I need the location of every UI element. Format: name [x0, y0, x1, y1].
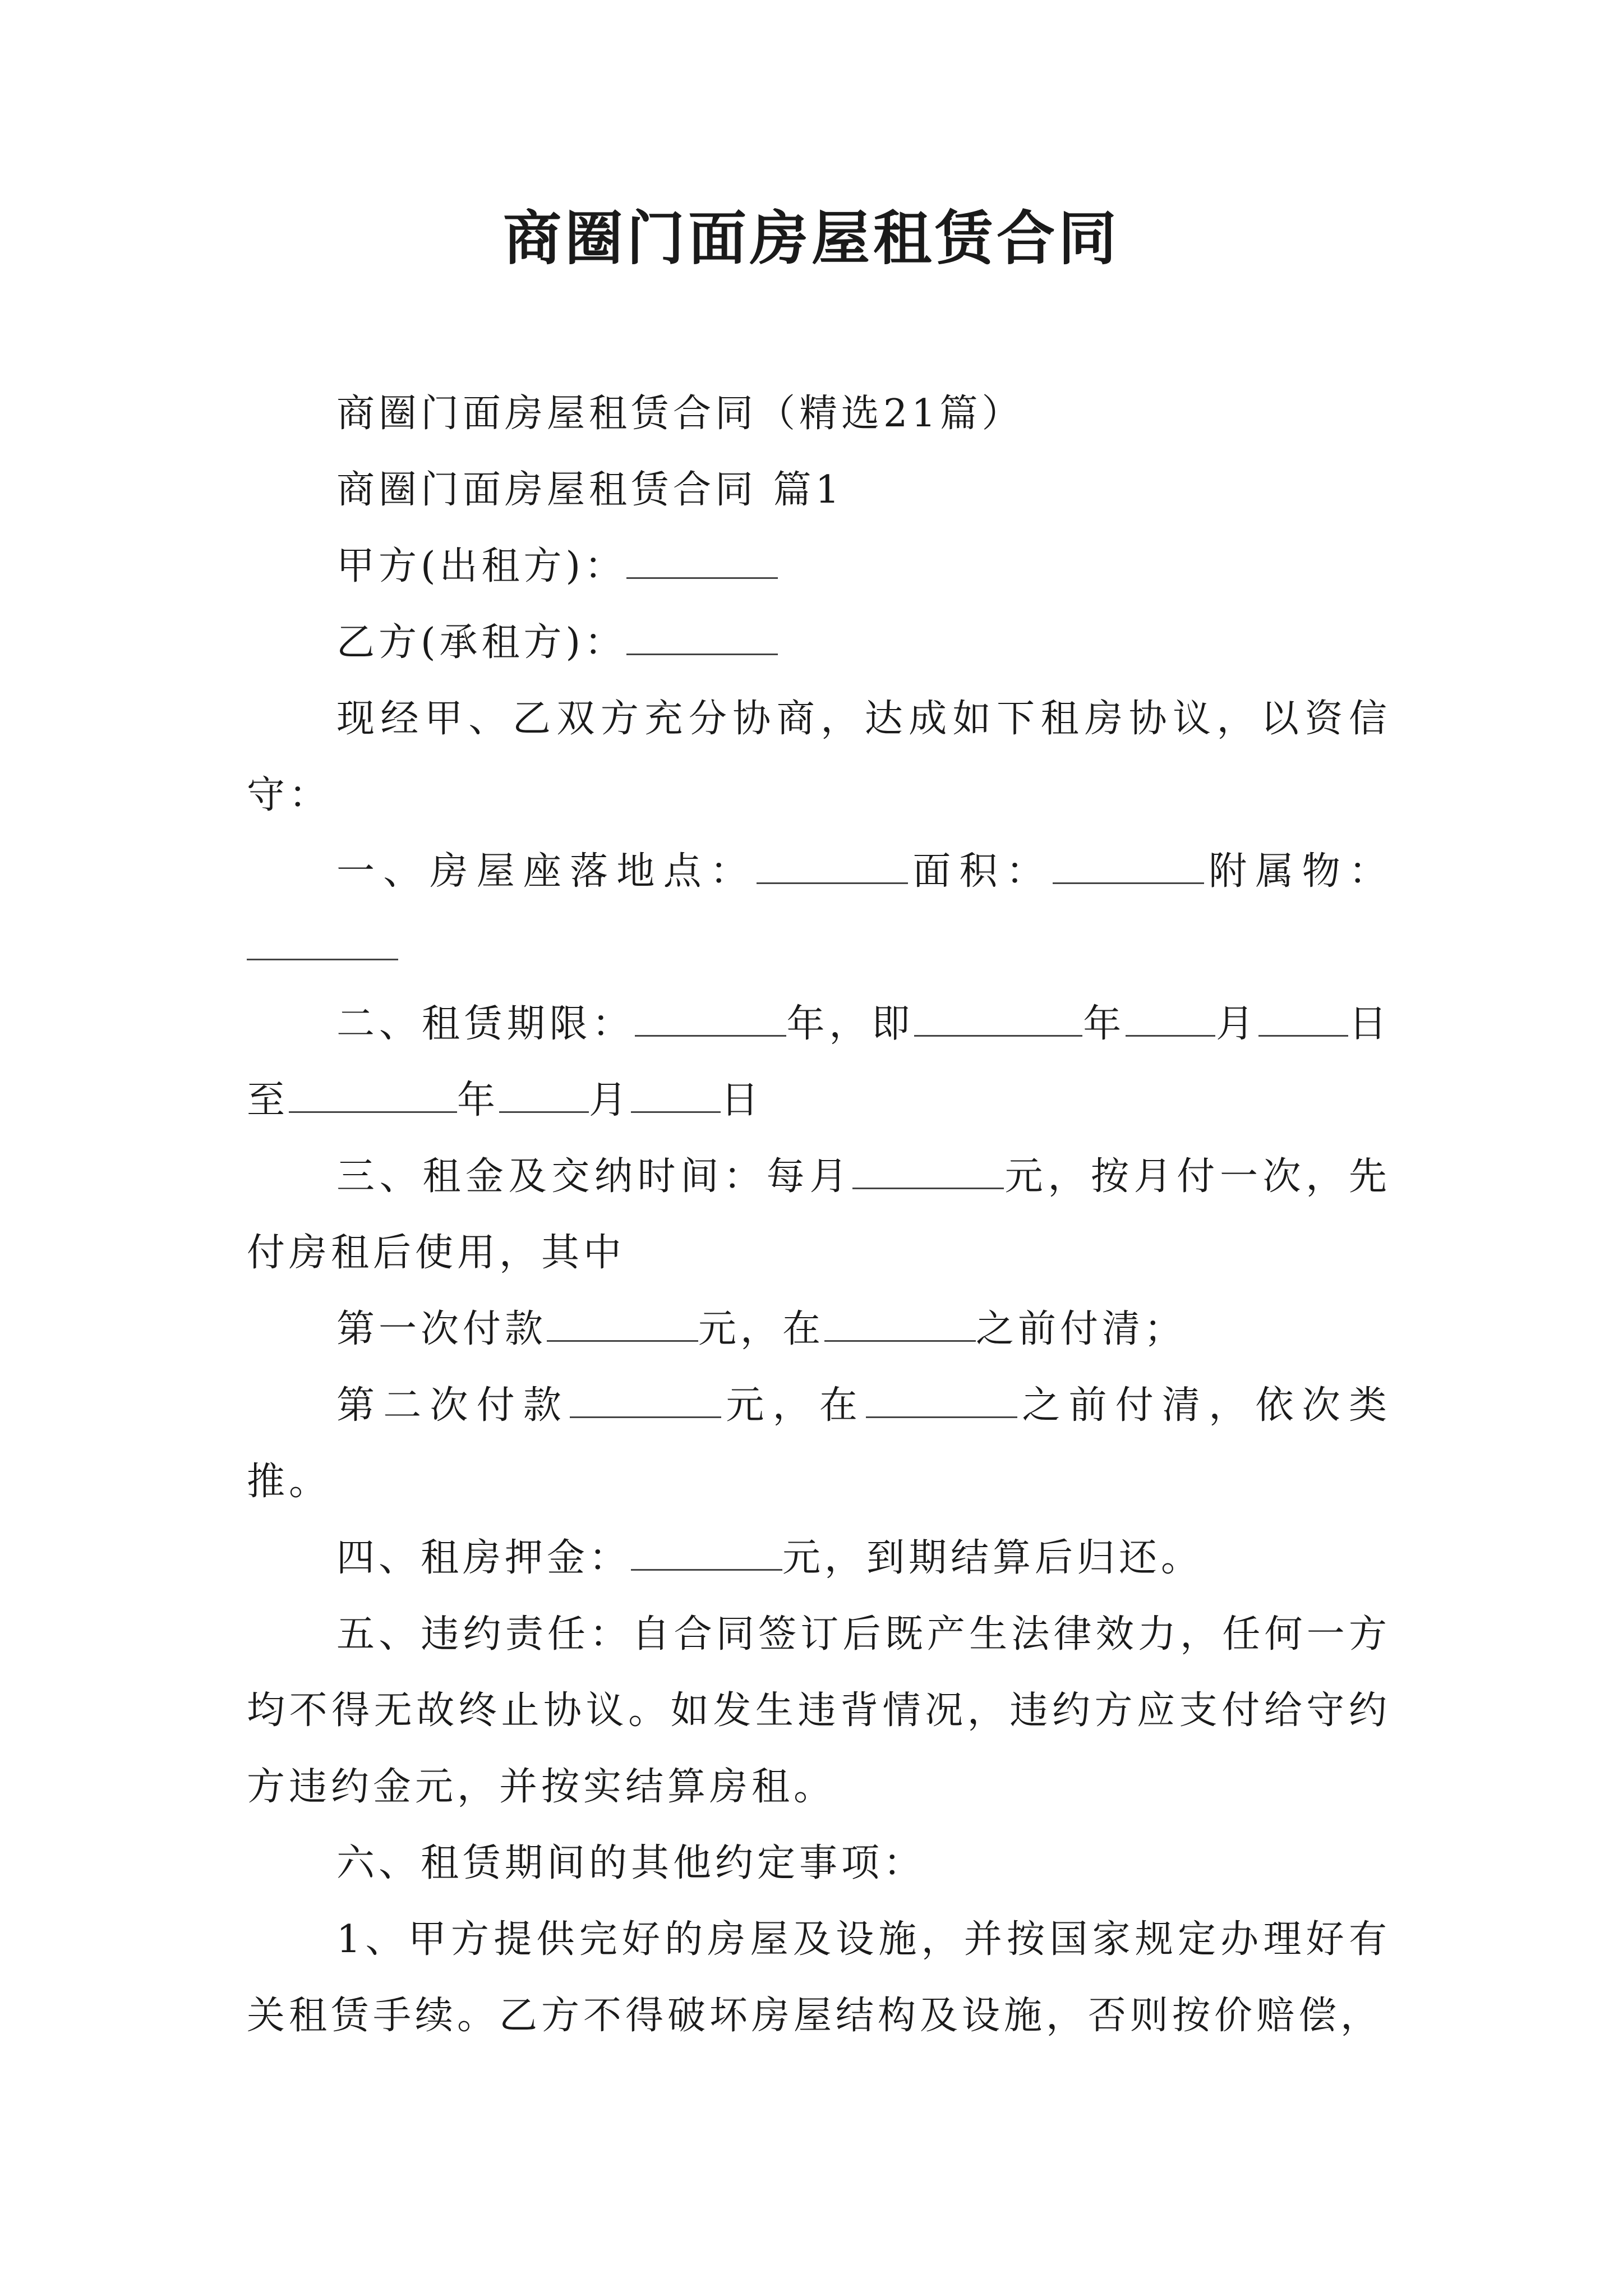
clause-2-text-c: 月 — [1215, 1002, 1259, 1046]
party-b-label: 乙方(承租方)： — [336, 620, 627, 665]
attachments-label: 附属物： — [1204, 849, 1391, 894]
end-day-blank — [631, 1078, 721, 1113]
payment-2-suffix: 之前付清，依次类推。 — [247, 1383, 1391, 1504]
deposit-blank — [631, 1535, 782, 1571]
payment-1-middle: 元，在 — [698, 1307, 825, 1351]
clause-4-rest: 元，到期结算后归还。 — [782, 1536, 1204, 1580]
payment-1-prefix: 第一次付款 — [336, 1307, 547, 1351]
party-b-blank — [626, 620, 778, 655]
clause-2 — [247, 986, 1391, 1139]
start-year-blank — [914, 1001, 1082, 1037]
payment-1-date-blank — [824, 1306, 976, 1342]
start-day-blank — [1258, 1001, 1348, 1037]
clause-4 — [247, 1520, 1391, 1596]
section-heading: 商圈门面房屋租赁合同 篇1 — [336, 468, 843, 512]
clause-4-label: 四、租房押金： — [336, 1536, 631, 1580]
clause-3 — [247, 1139, 1391, 1291]
location-blank — [757, 849, 908, 884]
clause-2-text-f: 月 — [589, 1078, 631, 1122]
clause-2-text-g: 日 — [721, 1078, 763, 1122]
clause-1-label: 一、房屋座落地点： — [336, 849, 757, 894]
intro-paragraph: 现经甲、乙双方充分协商，达成如下租房协议，以资信守： — [247, 697, 1391, 817]
payment-2 — [247, 1368, 1391, 1520]
start-month-blank — [1126, 1001, 1215, 1037]
party-a-line — [247, 528, 1391, 605]
clause-5: 五、违约责任：自合同签订后既产生法律效力，任何一方均不得无故终止协议。如发生违背情况，违约方应支付给守约方违约金元，并按实结算房租。 — [247, 1612, 1391, 1809]
clause-2-text-d: 日至 — [247, 1002, 1391, 1122]
payment-2-amount-blank — [570, 1383, 721, 1418]
area-label: 面积： — [908, 849, 1053, 894]
payment-2-date-blank — [866, 1383, 1017, 1418]
payment-2-middle: 元，在 — [721, 1383, 866, 1428]
area-blank — [1053, 849, 1204, 884]
clause-2-text-a: 年，即 — [786, 1002, 915, 1046]
document-title: 商圈门面房屋租赁合同 — [502, 204, 1120, 273]
clause-2-label: 二、租赁期限： — [336, 1002, 635, 1046]
document-body — [247, 376, 1391, 2054]
clause-6-item-1: 1、甲方提供完好的房屋及设施，并按国家规定办理好有关租赁手续。乙方不得破坏房屋结构及设施，否则按价赔偿， — [247, 1917, 1391, 2038]
payment-1 — [247, 1291, 1391, 1368]
party-a-label: 甲方(出租方)： — [336, 544, 627, 588]
party-b-line — [247, 605, 1391, 681]
end-year-blank — [289, 1078, 457, 1113]
payment-1-amount-blank — [547, 1306, 698, 1342]
subtitle: 商圈门面房屋租赁合同（精选21篇） — [336, 392, 1024, 436]
clause-3-label: 三、租金及交纳时间：每月 — [336, 1154, 852, 1199]
clause-6: 六、租赁期间的其他约定事项： — [336, 1841, 926, 1885]
monthly-rent-blank — [852, 1154, 1004, 1189]
end-month-blank — [499, 1078, 589, 1113]
clause-1 — [247, 834, 1391, 986]
payment-1-suffix: 之前付清； — [976, 1307, 1187, 1351]
clause-2-text-e: 年 — [457, 1078, 500, 1122]
clause-3-rest: 元，按月付一次，先付房租后使用，其中 — [247, 1154, 1391, 1275]
attachments-blank — [247, 925, 398, 960]
payment-2-prefix: 第二次付款 — [336, 1383, 570, 1428]
clause-2-text-b: 年 — [1082, 1002, 1126, 1046]
term-years-blank — [635, 1001, 786, 1037]
party-a-blank — [626, 544, 778, 579]
